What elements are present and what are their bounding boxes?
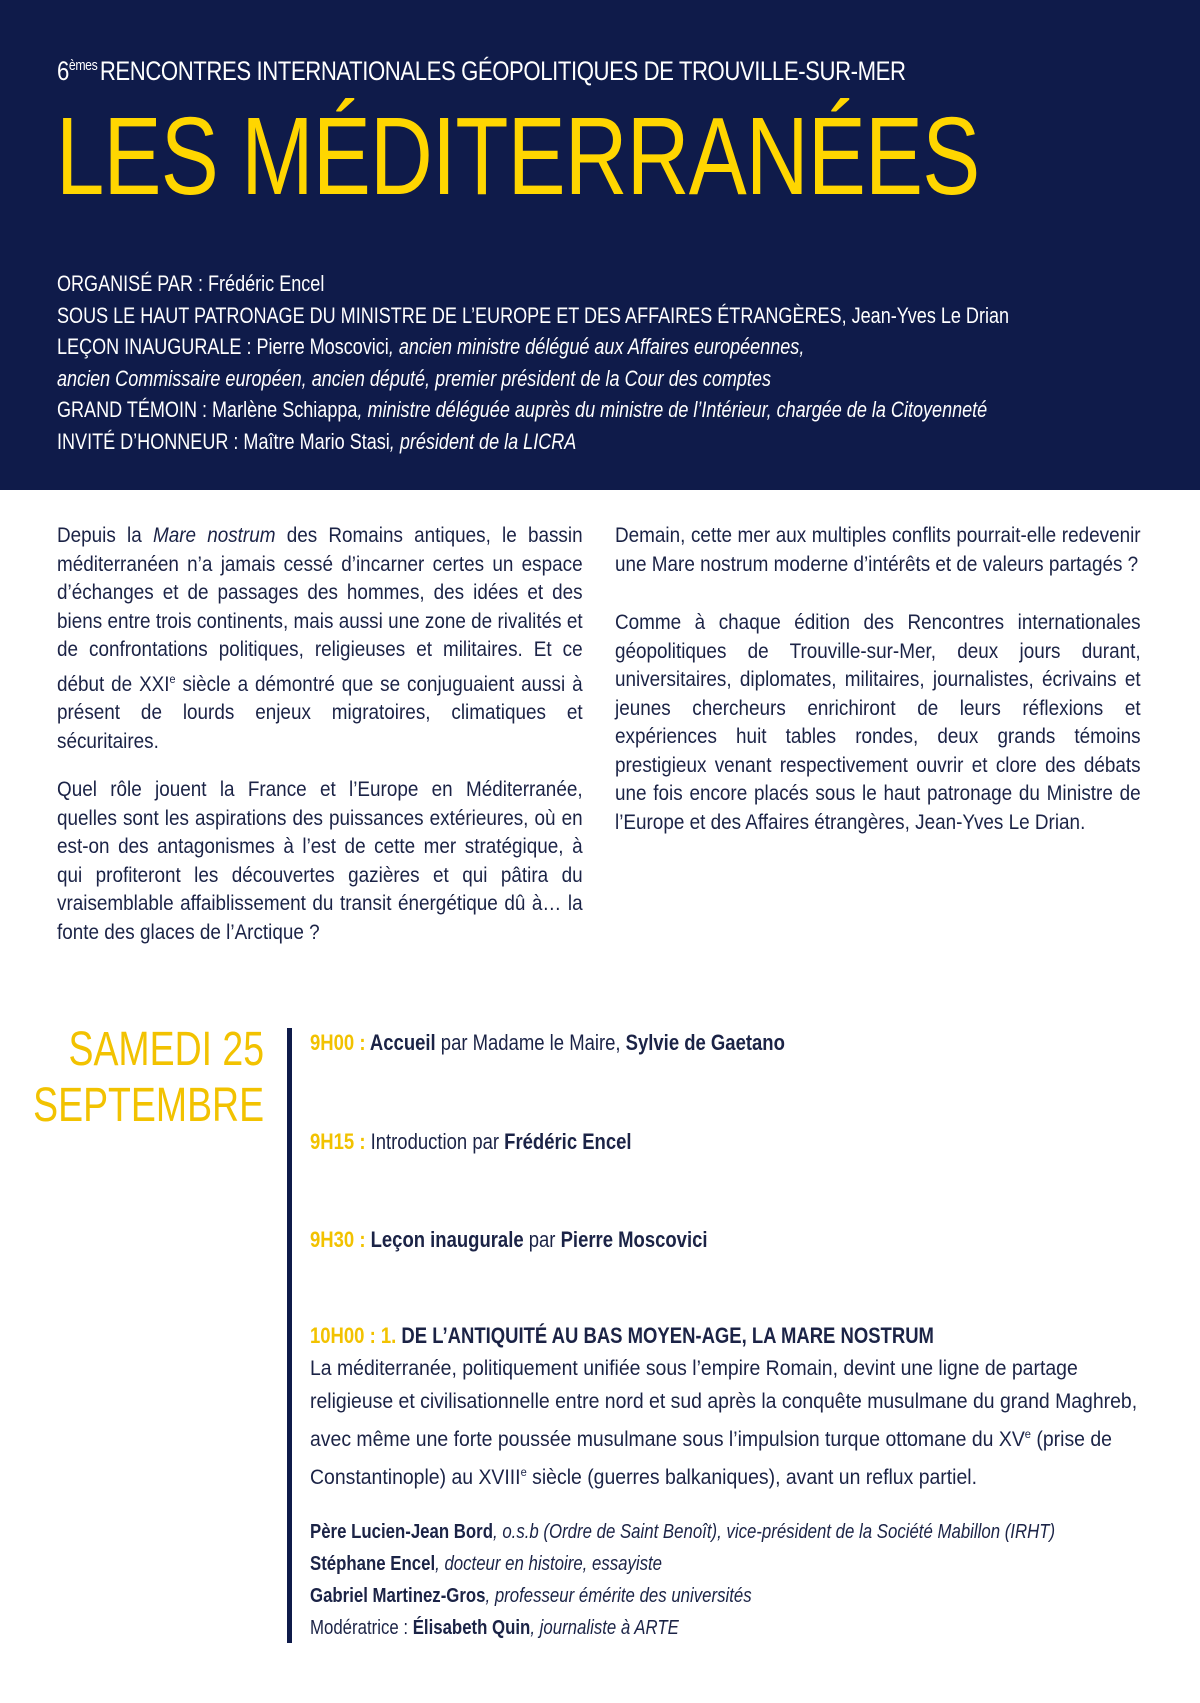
speaker-name: Élisabeth Quin	[412, 1617, 531, 1639]
schedule-item	[310, 1224, 708, 1256]
credit-desc: , ministre déléguée auprès du ministre de l’Intérieur, chargée de la Citoyenneté	[357, 397, 988, 422]
intro-column-right	[615, 522, 1143, 857]
speaker-line	[310, 1612, 1055, 1644]
session-description	[310, 1352, 1150, 1494]
schedule-item	[310, 1126, 632, 1158]
speaker-line	[310, 1516, 1055, 1548]
schedule-event: Introduction	[370, 1129, 468, 1154]
kicker-superscript: èmes	[68, 57, 98, 74]
intro-column-left	[57, 522, 582, 967]
credit-name: Marlène Schiappa	[212, 397, 358, 422]
schedule-mid: par Madame le Maire,	[435, 1030, 626, 1055]
schedule-person: Sylvie de Gaetano	[625, 1030, 785, 1055]
credit-name: Pierre Moscovici	[256, 334, 389, 359]
page-title: LES MÉDITERRANÉES	[56, 95, 980, 218]
credit-label: ORGANISÉ PAR :	[57, 271, 209, 296]
speaker-desc: , professeur émérite des universités	[485, 1585, 752, 1607]
credit-name: Maître Mario Stasi	[243, 428, 390, 454]
speaker-desc: , journaliste à ARTE	[530, 1617, 679, 1639]
credit-line	[57, 268, 1009, 300]
schedule-person: Pierre Moscovici	[560, 1227, 708, 1252]
schedule-mid: par	[467, 1129, 505, 1154]
credit-label: SOUS LE HAUT PATRONAGE DU MINISTRE DE L’EUROPE ET DES AFFAIRES ÉTRANGÈRES,	[57, 302, 852, 328]
session-time: 10H00 : 1.	[310, 1323, 402, 1348]
session-text: siècle (guerres balkaniques), avant un reflux partiel.	[526, 1466, 978, 1489]
header-banner	[0, 0, 1200, 490]
credit-desc: , président de la LICRA	[389, 428, 577, 454]
intro-text: siècle a démontré que se conjuguaient aussi à présent de lourds enjeux migratoires, climatiques et sécuritaires.	[57, 672, 583, 753]
schedule-item	[310, 1027, 785, 1059]
credit-label: INVITÉ D’HONNEUR :	[57, 428, 244, 454]
kicker-text: RENCONTRES INTERNATIONALES GÉOPOLITIQUES DE TROUVILLE-SUR-MER	[99, 56, 906, 86]
schedule-time: 9H30 :	[310, 1227, 371, 1252]
credits-block	[57, 268, 1009, 457]
session-title: DE L’ANTIQUITÉ AU BAS MOYEN-AGE, LA MARE NOSTRUM	[401, 1323, 934, 1348]
intro-text: Depuis la	[57, 524, 153, 547]
credit-line	[57, 300, 1009, 332]
credit-line	[57, 363, 1009, 395]
intro-paragraph: Comme à chaque édition des Rencontres internationales géopolitiques de Trouville-sur-Mer, deux jours durant, universitaires, diplomates, militaires, journalistes, écrivains et jeunes chercheurs enrichiront de leurs réflexions et expériences huit tables rondes, deux grands témoins prestigieux venant respectivement ouvrir et clore des débats une fois encore placés sous le haut patronage du Ministre de l’Europe et des Affaires étrangères, Jean-Yves Le Drian.	[615, 611, 1141, 834]
credit-label: GRAND TÉMOIN :	[57, 397, 213, 422]
schedule-event: Accueil	[369, 1030, 436, 1055]
schedule-divider	[287, 1028, 292, 1643]
speaker-prefix: Modératrice :	[310, 1617, 413, 1639]
intro-paragraph	[57, 522, 583, 756]
kicker-ordinal: 6	[57, 56, 69, 86]
session-superscript: e	[520, 1465, 527, 1479]
session-superscript: e	[1024, 1427, 1031, 1441]
speaker-desc: , o.s.b (Ordre de Saint Benoît), vice-président de la Société Mabillon (IRHT)	[492, 1521, 1056, 1543]
day-line: SEPTEMBRE	[33, 1079, 264, 1132]
credit-desc: ancien Commissaire européen, ancien député, premier président de la Cour des comptes	[57, 365, 771, 391]
day-heading	[33, 1022, 264, 1134]
speaker-line	[310, 1548, 1055, 1580]
speaker-line	[310, 1580, 1055, 1612]
intro-emphasis: Mare nostrum	[152, 524, 276, 547]
event-kicker	[57, 56, 906, 87]
credit-desc: , ancien ministre délégué aux Affaires européennes,	[388, 334, 805, 359]
schedule-event: Leçon inaugurale	[370, 1227, 524, 1252]
session-text: (prise de Constantinople) au XVIII	[310, 1428, 1112, 1489]
speaker-list	[310, 1516, 1055, 1644]
credit-name: Jean-Yves Le Drian	[851, 302, 1010, 328]
schedule-time: 9H00 :	[310, 1030, 370, 1055]
speaker-name: Stéphane Encel	[310, 1553, 436, 1575]
credit-line	[57, 331, 1009, 363]
speaker-name: Père Lucien-Jean Bord	[310, 1521, 493, 1543]
schedule-person: Frédéric Encel	[504, 1129, 632, 1154]
credit-label: LEÇON INAUGURALE :	[57, 334, 257, 359]
day-line: SAMEDI 25	[68, 1023, 264, 1076]
credit-line	[57, 394, 1009, 426]
credit-line	[57, 426, 1009, 458]
session-heading	[310, 1320, 934, 1352]
intro-paragraph: Demain, cette mer aux multiples conflits pourrait-elle redevenir une Mare nostrum moderne d’intérêts et de valeurs partagés ?	[615, 524, 1141, 576]
intro-paragraph: Quel rôle jouent la France et l’Europe en Méditerranée, quelles sont les aspirations des puissances extérieures, où en est-on des antagonismes à l’est de cette mer stratégique, à qui profiteront les découvertes gazières et qui pâtira du vraisemblable affaiblissement du transit énergétique dû à… la fonte des glaces de l’Arctique ?	[57, 778, 583, 944]
schedule-time: 9H15 :	[310, 1129, 371, 1154]
speaker-name: Gabriel Martinez-Gros	[310, 1585, 486, 1607]
schedule-mid: par	[523, 1227, 561, 1252]
intro-text: des Romains antiques, le bassin méditerranéen n’a jamais cessé d’incarner certes un espace d’échanges et de passages des hommes, des idées et des biens entre trois continents, mais aussi une zone de rivalités et de confrontations politiques, religieuses et militaires. Et ce début de XXI	[57, 524, 583, 696]
speaker-desc: , docteur en histoire, essayiste	[435, 1553, 663, 1575]
intro-superscript: e	[169, 671, 176, 686]
credit-name: Frédéric Encel	[208, 271, 325, 296]
session-text: La méditerranée, politiquement unifiée sous l’empire Romain, devint une ligne de partage religieuse et civilisationnelle entre nord et sud après la conquête musulmane du grand Maghreb, avec même une forte poussée musulmane sous l’impulsion turque ottomane du XV	[310, 1357, 1138, 1451]
